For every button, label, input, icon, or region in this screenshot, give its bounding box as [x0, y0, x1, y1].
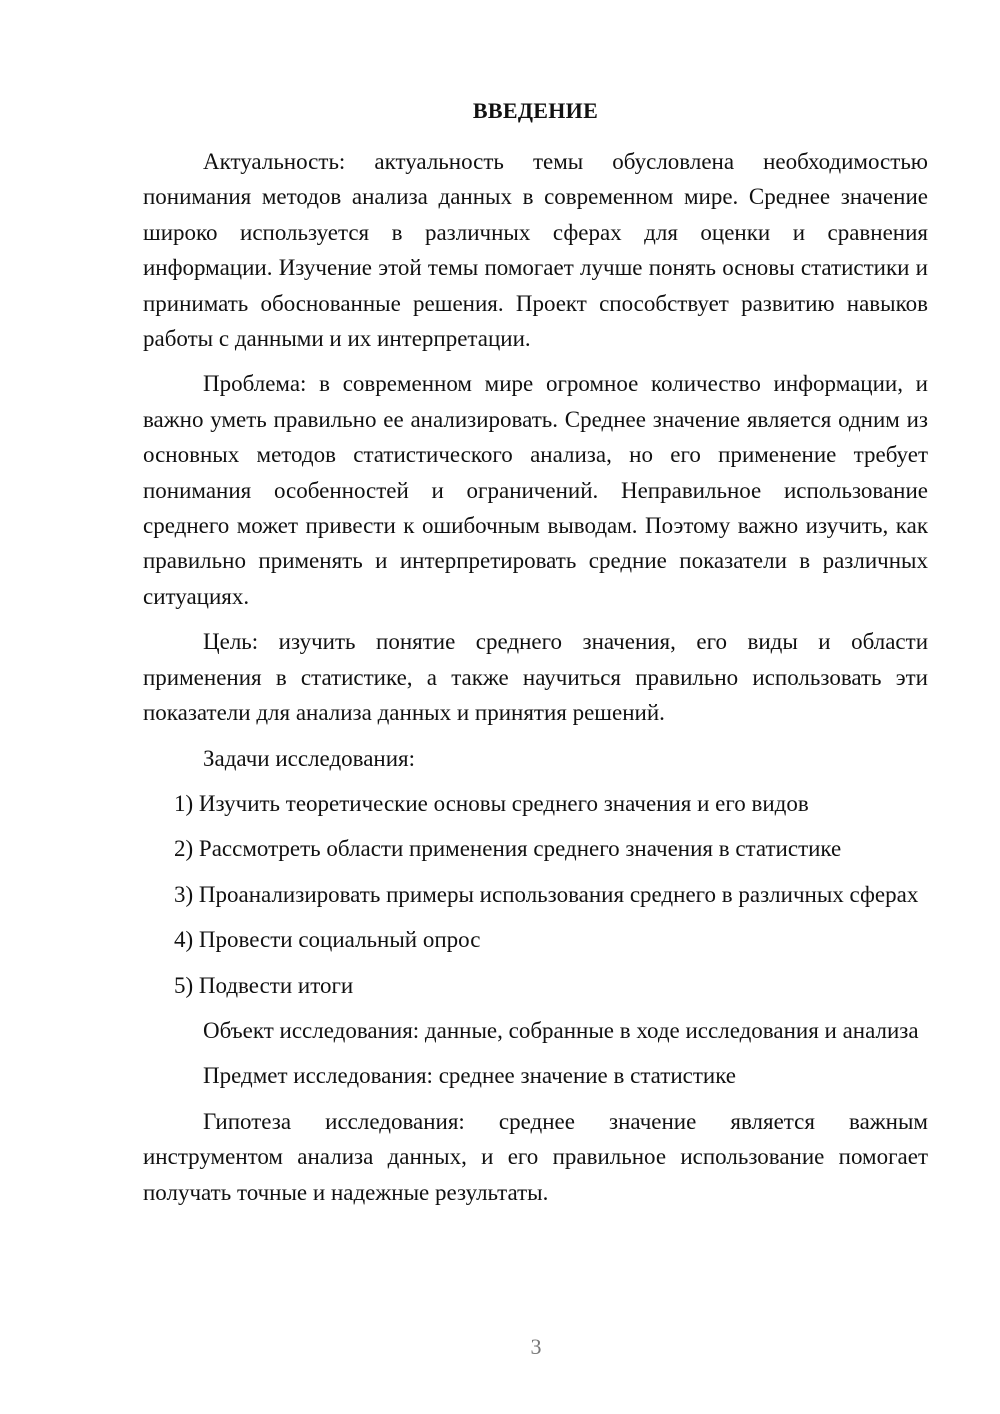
page-number: 3	[530, 1334, 542, 1359]
paragraph-hypothesis: Гипотеза исследования: среднее значение является важным инструментом анализа данных, и его правильное использование помогает получать точные и надежные результаты.	[143, 1108, 928, 1205]
task-item-2: 2) Рассмотреть области применения среднего значения в статистике	[174, 836, 842, 862]
task-item-5: 5) Подвести итоги	[174, 972, 354, 998]
paragraph-goal: Цель: изучить понятие среднего значения, его виды и области применения в статистике, а также научиться правильно использовать эти показатели для анализа данных и принятия решений.	[143, 629, 928, 726]
task-item-1: 1) Изучить теоретические основы среднего значения и его видов	[174, 790, 809, 816]
paragraph-subject: Предмет исследования: среднее значение в статистике	[203, 1063, 737, 1089]
paragraph-problem: Проблема: в современном мире огромное количество информации, и важно уметь правильно ее анализировать. Среднее значение является одним из основных методов статистического анализа, но его применение требует понимания особенностей и ограничений. Неправильное использование среднего может привести к ошибочным выводам. Поэтому важно изучить, как правильно применять и интерпретировать средние показатели в различных ситуациях.	[143, 371, 928, 609]
tasks-heading: Задачи исследования:	[203, 745, 416, 771]
section-title: ВВЕДЕНИЕ	[472, 98, 599, 123]
paragraph-relevance: Актуальность: актуальность темы обусловлена необходимостью понимания методов анализа данных в современном мире. Среднее значение широко используется в различных сферах для оценки и сравнения информации. Изучение этой темы помогает лучше понять основы статистики и принимать обоснованные решения. Проект способствует развитию навыков работы с данными и их интерпретации.	[143, 149, 928, 352]
page-content	[143, 96, 928, 1220]
paragraph-object: Объект исследования: данные, собранные в ходе исследования и анализа	[203, 1017, 919, 1043]
task-item-3: 3) Проанализировать примеры использования среднего в различных сферах	[174, 881, 919, 907]
task-item-4: 4) Провести социальный опрос	[174, 927, 481, 953]
